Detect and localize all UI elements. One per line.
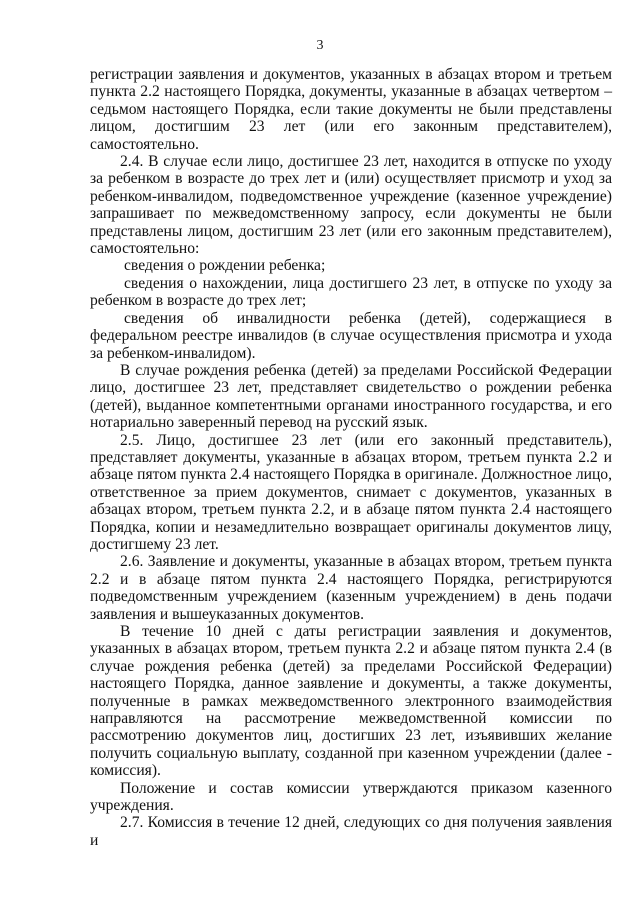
list-item-leave-info: сведения о нахождении, лица достигшего 23 лет, в отпуске по уходу за ребенком в возрасте до трех лет; [90, 274, 612, 310]
paragraph-continuation: регистрации заявления и документов, указанных в абзацах втором и третьем пункта 2.2 настоящего Порядка, документы, указанные в абзацах четвертом – седьмом настоящего Порядка, если такие документы не были представлены лицом, достигшим 23 лет (или его законным представителем), самостоятельно. [90, 66, 612, 153]
list-item-birth-info: сведения о рождении ребенка; [124, 257, 326, 275]
paragraph-foreign-birth: В случае рождения ребенка (детей) за пределами Российской Федерации лицо, достигшее 23 лет, представляет свидетельство о рождении ребенка (детей), выданное компетентными органами иностранного государства, и его нотариально заверенный перевод на русский язык. [90, 361, 612, 432]
paragraph-2-6: 2.6. Заявление и документы, указанные в абзацах втором, третьем пункта 2.2 и в абзаце пятом пункта 2.4 настоящего Порядка, регистрируются подведомственным учреждением (казенным учреждением) в день подачи заявления и вышеуказанных документов. [90, 553, 612, 623]
list-item-disability-info: сведения об инвалидности ребенка (детей), содержащиеся в федеральном реестре инвалидов (в случае осуществления присмотра и ухода за ребенком-инвалидом). [90, 309, 612, 362]
paragraph-2-5: 2.5. Лицо, достигшее 23 лет (или его законный представитель), представляет документы, указанные в абзацах втором, третьем пункта 2.2 и абзаце пятом пункта 2.4 настоящего Порядка в оригинале. Должностное лицо, ответственное за прием документов, снимает с документов, указанных в абзацах втором, третьем пункта 2.2, и в абзаце пятом пункта 2.4 настоящего Порядка, копии и незамедлительно возвращает оригиналы документов лицу, достигшему 23 лет. [90, 431, 613, 553]
document-body [90, 66, 612, 849]
paragraph-2-7: 2.7. Комиссия в течение 12 дней, следующих со дня получения заявления и [90, 814, 612, 849]
paragraph-2-4: 2.4. В случае если лицо, достигшее 23 лет, находится в отпуске по уходу за ребенком в возрасте до трех лет и (или) осуществляет присмотр и уход за ребенком-инвалидом, подведомственное учреждение (казенное учреждение) запрашивает по межведомственному запросу, если документы не были представлены лицом, достигшим 23 лет (или его законным представителем), самостоятельно: [90, 153, 612, 258]
paragraph-commission-composition: Положение и состав комиссии утверждаются приказом казенного учреждения. [90, 779, 612, 815]
page-number: 3 [316, 38, 324, 53]
paragraph-10-days: В течение 10 дней с даты регистрации заявления и документов, указанных в абзацах втором, третьем пункта 2.2 и абзаце пятом пункта 2.4 (в случае рождения ребенка (детей) за пределами Российской Федерации) настоящего Порядка, данное заявление и документы, а также документы, полученные в рамках межведомственного электронного взаимодействия направляются на рассмотрение межведомственной комиссии по рассмотрению документов лиц, достигших 23 лет, изъявивших желание получить социальную выплату, созданной при казенном учреждении (далее - комиссия). [90, 623, 612, 780]
